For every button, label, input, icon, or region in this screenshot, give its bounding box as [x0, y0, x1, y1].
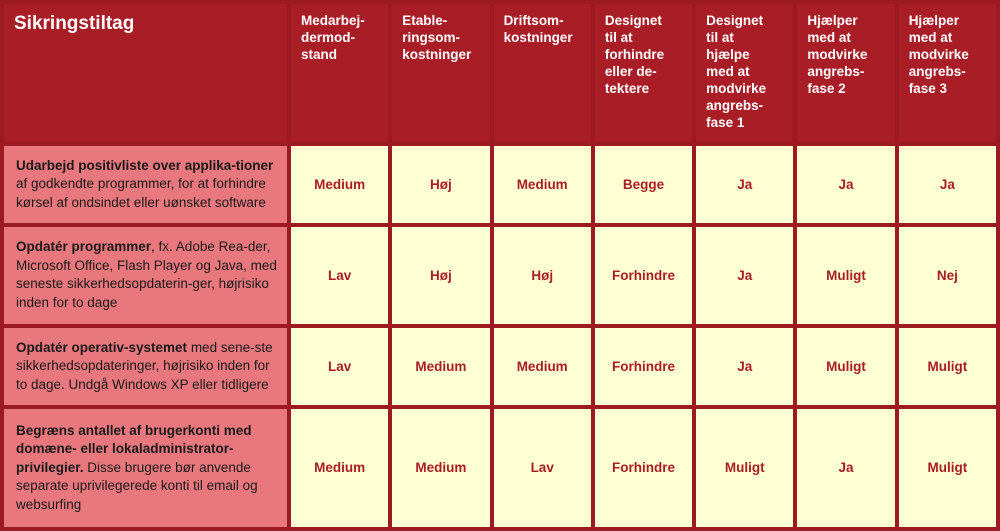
table-cell: Lav — [291, 227, 388, 324]
table-cell: Ja — [797, 146, 894, 223]
row-label-bold: Opdatér programmer — [16, 239, 152, 255]
table-cell: Muligt — [797, 227, 894, 324]
table-cell: Medium — [291, 409, 388, 527]
column-header: Hjælper med at modvirke angrebs- fase 3 — [899, 4, 996, 142]
table-cell: Ja — [696, 146, 793, 223]
column-header: Designet til at forhindre eller de- tektere — [595, 4, 692, 142]
table-cell: Medium — [494, 146, 591, 223]
table-cell: Lav — [494, 409, 591, 527]
row-label-text: af godkendte programmer, for at forhindre kørsel af ondsindet eller uønsket software — [16, 176, 266, 210]
table-cell: Medium — [392, 409, 489, 527]
row-label-bold: Udarbejd positivliste over applika-tioner — [16, 157, 274, 173]
table-cell: Forhindre — [595, 227, 692, 324]
column-header: Hjælper med at modvirke angrebs- fase 2 — [797, 4, 894, 142]
table-cell: Medium — [291, 146, 388, 223]
table-cell: Lav — [291, 328, 388, 405]
table-cell: Forhindre — [595, 328, 692, 405]
table-cell: Muligt — [696, 409, 793, 527]
table-cell: Medium — [494, 328, 591, 405]
table-cell: Nej — [899, 227, 996, 324]
row-label-text: med sene-ste sikkerhedsopdateringer, højrisiko inden for to dage. Undgå Windows XP eller tidligere — [16, 339, 273, 392]
table-cell: Høj — [494, 227, 591, 324]
table-row — [4, 146, 996, 223]
table-cell: Medium — [392, 328, 489, 405]
table-cell: Ja — [899, 146, 996, 223]
table-cell: Begge — [595, 146, 692, 223]
row-label-text: Disse brugere bør anvende separate uprivilegerede konti til email og websurfing — [16, 459, 258, 512]
table-cell: Muligt — [899, 409, 996, 527]
column-header: Driftsom- kostninger — [494, 4, 591, 142]
table-cell: Ja — [696, 328, 793, 405]
row-label — [4, 409, 287, 527]
table-cell: Høj — [392, 227, 489, 324]
row-label-bold: Opdatér operativ-systemet — [16, 339, 188, 355]
column-header: Etable- ringsom- kostninger — [392, 4, 489, 142]
row-label-bold: Begræns antallet af brugerkonti med domæne- eller lokaladministrator-privilegier. — [16, 422, 252, 475]
table-row — [4, 328, 996, 405]
table-cell: Høj — [392, 146, 489, 223]
table-cell: Muligt — [797, 328, 894, 405]
row-label — [4, 328, 287, 405]
table-row — [4, 227, 996, 324]
table-row — [4, 409, 996, 527]
column-header: Medarbej- dermod- stand — [291, 4, 388, 142]
table-cell: Forhindre — [595, 409, 692, 527]
row-label — [4, 227, 287, 324]
table-cell: Muligt — [899, 328, 996, 405]
row-label-text: , fx. Adobe Rea-der, Microsoft Office, Flash Player og Java, med seneste sikkerhedsopdaterin-ger, højrisiko inden for to dage — [16, 239, 277, 310]
table-cell: Ja — [696, 227, 793, 324]
row-label — [4, 146, 287, 223]
table-title: Sikringstiltag — [4, 4, 287, 142]
table-cell: Ja — [797, 409, 894, 527]
header-row — [4, 4, 996, 142]
column-header: Designet til at hjælpe med at modvirke angrebs- fase 1 — [696, 4, 793, 142]
